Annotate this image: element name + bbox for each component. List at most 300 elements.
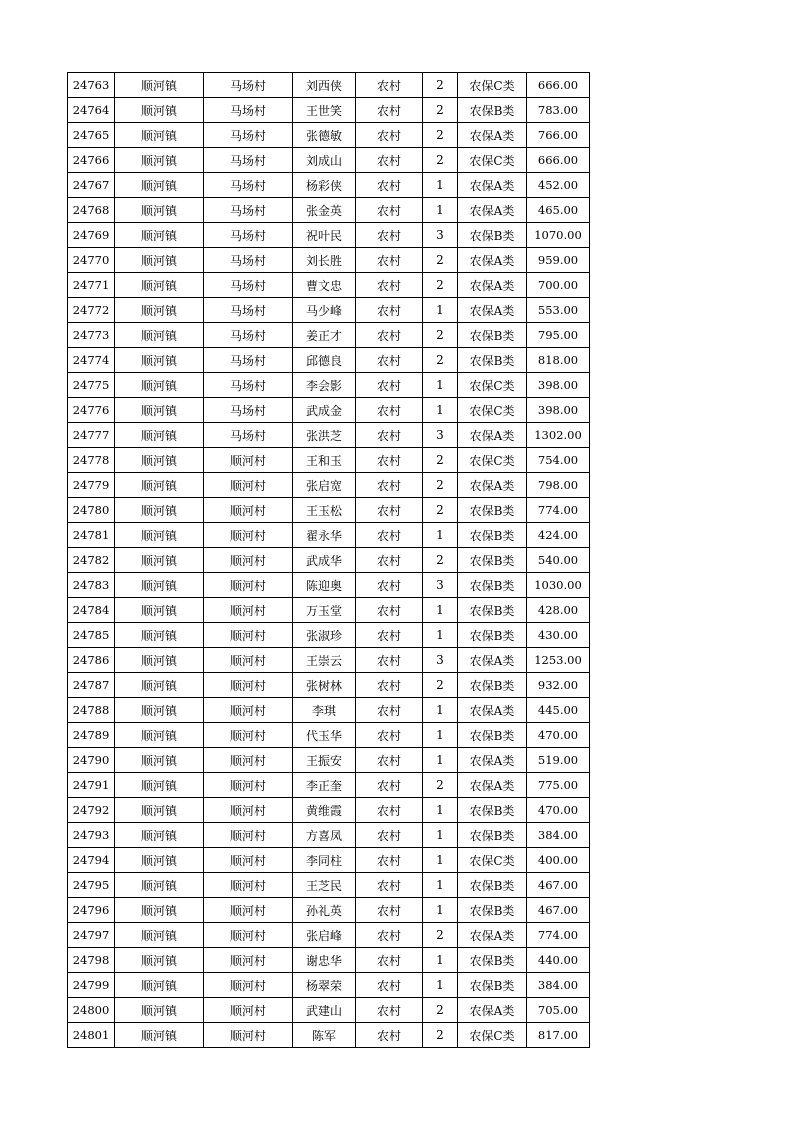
name-text: 刘成山 xyxy=(305,153,342,168)
town-cell xyxy=(115,423,204,448)
table-row xyxy=(68,698,590,723)
table-row xyxy=(68,298,590,323)
person-count-cell xyxy=(423,323,458,348)
household-type-text: 农村 xyxy=(376,553,401,568)
amount-text: 452.00 xyxy=(537,178,579,192)
town-cell xyxy=(115,448,204,473)
amount-cell xyxy=(527,573,590,598)
village-text: 顺河村 xyxy=(229,503,266,518)
record-id-text: 24795 xyxy=(72,878,110,892)
person-count-cell xyxy=(423,598,458,623)
name-text: 李会影 xyxy=(305,378,342,393)
category-text: 农保B类 xyxy=(469,103,515,118)
town-text: 顺河镇 xyxy=(140,228,177,243)
category-cell xyxy=(458,898,527,923)
amount-cell xyxy=(527,948,590,973)
village-text: 马场村 xyxy=(229,78,266,93)
person-count-text: 1 xyxy=(436,903,444,917)
category-text: 农保B类 xyxy=(469,328,515,343)
village-cell xyxy=(204,998,293,1023)
record-id-text: 24789 xyxy=(72,728,110,742)
record-id-cell xyxy=(68,973,115,998)
town-cell xyxy=(115,673,204,698)
record-id-cell xyxy=(68,248,115,273)
record-id-text: 24777 xyxy=(72,428,110,442)
person-count-text: 3 xyxy=(436,578,444,592)
table-row xyxy=(68,923,590,948)
person-count-cell xyxy=(423,1023,458,1048)
village-text: 马场村 xyxy=(229,403,266,418)
category-text: 农保A类 xyxy=(469,128,515,143)
amount-cell xyxy=(527,498,590,523)
person-count-cell xyxy=(423,623,458,648)
household-type-text: 农村 xyxy=(376,678,401,693)
category-cell xyxy=(458,1023,527,1048)
name-cell xyxy=(293,98,356,123)
person-count-text: 1 xyxy=(436,978,444,992)
person-count-cell xyxy=(423,798,458,823)
person-count-text: 1 xyxy=(436,378,444,392)
amount-text: 553.00 xyxy=(537,303,579,317)
household-type-text: 农村 xyxy=(376,978,401,993)
person-count-cell xyxy=(423,498,458,523)
village-cell xyxy=(204,98,293,123)
town-text: 顺河镇 xyxy=(140,703,177,718)
person-count-text: 1 xyxy=(436,728,444,742)
record-id-cell xyxy=(68,448,115,473)
amount-text: 818.00 xyxy=(537,353,579,367)
category-text: 农保B类 xyxy=(469,578,515,593)
name-text: 翟永华 xyxy=(305,528,342,543)
household-type-text: 农村 xyxy=(376,828,401,843)
record-id-cell xyxy=(68,1023,115,1048)
amount-text: 774.00 xyxy=(537,928,579,942)
table-row xyxy=(68,398,590,423)
record-id-cell xyxy=(68,698,115,723)
category-cell xyxy=(458,873,527,898)
household-type-cell xyxy=(356,948,423,973)
amount-text: 384.00 xyxy=(537,828,579,842)
record-id-text: 24796 xyxy=(72,903,110,917)
person-count-cell xyxy=(423,773,458,798)
household-type-cell xyxy=(356,223,423,248)
category-cell xyxy=(458,698,527,723)
town-cell xyxy=(115,323,204,348)
name-cell xyxy=(293,348,356,373)
name-cell xyxy=(293,473,356,498)
household-type-cell xyxy=(356,798,423,823)
amount-cell xyxy=(527,298,590,323)
household-type-text: 农村 xyxy=(376,303,401,318)
town-cell xyxy=(115,373,204,398)
category-text: 农保A类 xyxy=(469,478,515,493)
person-count-text: 1 xyxy=(436,403,444,417)
record-id-cell xyxy=(68,348,115,373)
name-cell xyxy=(293,198,356,223)
table-row xyxy=(68,848,590,873)
household-type-cell xyxy=(356,248,423,273)
name-cell xyxy=(293,548,356,573)
person-count-cell xyxy=(423,73,458,98)
village-text: 马场村 xyxy=(229,428,266,443)
household-type-cell xyxy=(356,998,423,1023)
name-text: 祝叶民 xyxy=(305,228,342,243)
name-cell xyxy=(293,298,356,323)
name-cell xyxy=(293,798,356,823)
name-cell xyxy=(293,498,356,523)
name-cell xyxy=(293,223,356,248)
village-cell xyxy=(204,748,293,773)
household-type-cell xyxy=(356,523,423,548)
amount-cell xyxy=(527,273,590,298)
person-count-text: 1 xyxy=(436,828,444,842)
name-cell xyxy=(293,898,356,923)
record-id-text: 24773 xyxy=(72,328,110,342)
name-cell xyxy=(293,423,356,448)
name-cell xyxy=(293,823,356,848)
amount-cell xyxy=(527,448,590,473)
record-id-text: 24785 xyxy=(72,628,110,642)
record-id-text: 24779 xyxy=(72,478,110,492)
town-text: 顺河镇 xyxy=(140,403,177,418)
category-text: 农保C类 xyxy=(469,403,515,418)
village-cell xyxy=(204,923,293,948)
town-text: 顺河镇 xyxy=(140,903,177,918)
household-type-text: 农村 xyxy=(376,78,401,93)
record-id-cell xyxy=(68,173,115,198)
table-row xyxy=(68,648,590,673)
record-id-cell xyxy=(68,598,115,623)
household-type-text: 农村 xyxy=(376,478,401,493)
name-cell xyxy=(293,273,356,298)
name-cell xyxy=(293,748,356,773)
record-id-text: 24787 xyxy=(72,678,110,692)
person-count-text: 2 xyxy=(436,78,444,92)
category-cell xyxy=(458,198,527,223)
record-id-text: 24768 xyxy=(72,203,110,217)
person-count-text: 2 xyxy=(436,553,444,567)
category-text: 农保A类 xyxy=(469,928,515,943)
person-count-text: 1 xyxy=(436,603,444,617)
amount-cell xyxy=(527,973,590,998)
household-type-cell xyxy=(356,748,423,773)
person-count-text: 2 xyxy=(436,928,444,942)
amount-cell xyxy=(527,248,590,273)
name-cell xyxy=(293,1023,356,1048)
household-type-cell xyxy=(356,823,423,848)
name-text: 李正奎 xyxy=(305,778,342,793)
town-cell xyxy=(115,873,204,898)
village-cell xyxy=(204,673,293,698)
household-type-text: 农村 xyxy=(376,953,401,968)
name-text: 张淑珍 xyxy=(305,628,342,643)
name-cell xyxy=(293,148,356,173)
name-text: 陈军 xyxy=(311,1028,336,1043)
town-text: 顺河镇 xyxy=(140,128,177,143)
amount-cell xyxy=(527,923,590,948)
amount-cell xyxy=(527,623,590,648)
person-count-cell xyxy=(423,823,458,848)
record-id-text: 24770 xyxy=(72,253,110,267)
amount-cell xyxy=(527,873,590,898)
village-cell xyxy=(204,123,293,148)
household-type-cell xyxy=(356,548,423,573)
amount-text: 795.00 xyxy=(537,328,579,342)
town-text: 顺河镇 xyxy=(140,953,177,968)
amount-text: 666.00 xyxy=(537,153,579,167)
town-cell xyxy=(115,623,204,648)
category-cell xyxy=(458,273,527,298)
household-type-text: 农村 xyxy=(376,928,401,943)
category-text: 农保B类 xyxy=(469,878,515,893)
amount-cell xyxy=(527,73,590,98)
amount-cell xyxy=(527,373,590,398)
town-cell xyxy=(115,223,204,248)
town-text: 顺河镇 xyxy=(140,1028,177,1043)
category-cell xyxy=(458,598,527,623)
village-text: 马场村 xyxy=(229,253,266,268)
amount-cell xyxy=(527,173,590,198)
amount-cell xyxy=(527,723,590,748)
name-text: 张金英 xyxy=(305,203,342,218)
household-type-cell xyxy=(356,198,423,223)
person-count-text: 2 xyxy=(436,103,444,117)
village-cell xyxy=(204,223,293,248)
category-cell xyxy=(458,473,527,498)
category-text: 农保B类 xyxy=(469,978,515,993)
person-count-cell xyxy=(423,448,458,473)
town-cell xyxy=(115,123,204,148)
household-type-cell xyxy=(356,673,423,698)
village-cell xyxy=(204,723,293,748)
town-text: 顺河镇 xyxy=(140,578,177,593)
person-count-cell xyxy=(423,698,458,723)
amount-text: 384.00 xyxy=(537,978,579,992)
person-count-text: 1 xyxy=(436,178,444,192)
person-count-text: 2 xyxy=(436,253,444,267)
category-cell xyxy=(458,348,527,373)
village-cell xyxy=(204,823,293,848)
village-text: 顺河村 xyxy=(229,578,266,593)
town-cell xyxy=(115,148,204,173)
amount-cell xyxy=(527,848,590,873)
name-cell xyxy=(293,398,356,423)
name-text: 马少峰 xyxy=(305,303,342,318)
record-id-cell xyxy=(68,548,115,573)
name-text: 武成金 xyxy=(305,403,342,418)
town-cell xyxy=(115,473,204,498)
person-count-text: 2 xyxy=(436,278,444,292)
person-count-text: 1 xyxy=(436,803,444,817)
table-row xyxy=(68,173,590,198)
town-text: 顺河镇 xyxy=(140,378,177,393)
record-id-cell xyxy=(68,748,115,773)
household-type-text: 农村 xyxy=(376,153,401,168)
name-text: 张树林 xyxy=(305,678,342,693)
table-row xyxy=(68,898,590,923)
record-id-text: 24794 xyxy=(72,853,110,867)
category-cell xyxy=(458,673,527,698)
village-text: 马场村 xyxy=(229,278,266,293)
village-text: 马场村 xyxy=(229,153,266,168)
name-text: 谢忠华 xyxy=(305,953,342,968)
town-text: 顺河镇 xyxy=(140,153,177,168)
name-cell xyxy=(293,973,356,998)
amount-cell xyxy=(527,998,590,1023)
amount-cell xyxy=(527,548,590,573)
amount-text: 400.00 xyxy=(537,853,579,867)
village-text: 马场村 xyxy=(229,178,266,193)
category-text: 农保B类 xyxy=(469,553,515,568)
record-id-cell xyxy=(68,73,115,98)
name-text: 姜正才 xyxy=(305,328,342,343)
amount-text: 398.00 xyxy=(537,403,579,417)
name-cell xyxy=(293,623,356,648)
category-cell xyxy=(458,773,527,798)
town-text: 顺河镇 xyxy=(140,853,177,868)
person-count-text: 1 xyxy=(436,528,444,542)
category-text: 农保A类 xyxy=(469,1003,515,1018)
household-type-text: 农村 xyxy=(376,178,401,193)
amount-cell xyxy=(527,898,590,923)
town-cell xyxy=(115,898,204,923)
person-count-cell xyxy=(423,173,458,198)
table-row xyxy=(68,673,590,698)
village-text: 顺河村 xyxy=(229,603,266,618)
record-id-cell xyxy=(68,498,115,523)
household-type-cell xyxy=(356,373,423,398)
household-type-text: 农村 xyxy=(376,903,401,918)
record-id-text: 24790 xyxy=(72,753,110,767)
person-count-cell xyxy=(423,123,458,148)
table-row xyxy=(68,773,590,798)
table-row xyxy=(68,548,590,573)
name-text: 王振安 xyxy=(305,753,342,768)
amount-cell xyxy=(527,1023,590,1048)
town-cell xyxy=(115,798,204,823)
household-type-cell xyxy=(356,148,423,173)
household-type-cell xyxy=(356,73,423,98)
amount-text: 470.00 xyxy=(537,728,579,742)
town-text: 顺河镇 xyxy=(140,503,177,518)
household-type-cell xyxy=(356,773,423,798)
town-text: 顺河镇 xyxy=(140,1003,177,1018)
table-row xyxy=(68,473,590,498)
household-type-text: 农村 xyxy=(376,503,401,518)
village-cell xyxy=(204,873,293,898)
category-text: 农保B类 xyxy=(469,678,515,693)
town-cell xyxy=(115,98,204,123)
table-row xyxy=(68,498,590,523)
household-type-cell xyxy=(356,273,423,298)
record-id-text: 24784 xyxy=(72,603,110,617)
town-cell xyxy=(115,273,204,298)
town-text: 顺河镇 xyxy=(140,478,177,493)
record-id-text: 24766 xyxy=(72,153,110,167)
town-text: 顺河镇 xyxy=(140,628,177,643)
amount-text: 817.00 xyxy=(537,1028,579,1042)
town-text: 顺河镇 xyxy=(140,353,177,368)
village-text: 顺河村 xyxy=(229,778,266,793)
table-row xyxy=(68,873,590,898)
category-text: 农保A类 xyxy=(469,278,515,293)
person-count-cell xyxy=(423,548,458,573)
household-type-text: 农村 xyxy=(376,1003,401,1018)
record-id-cell xyxy=(68,148,115,173)
town-cell xyxy=(115,73,204,98)
record-id-cell xyxy=(68,198,115,223)
town-cell xyxy=(115,848,204,873)
name-text: 孙礼英 xyxy=(305,903,342,918)
record-id-text: 24771 xyxy=(72,278,110,292)
person-count-text: 2 xyxy=(436,1003,444,1017)
town-cell xyxy=(115,823,204,848)
record-id-text: 24775 xyxy=(72,378,110,392)
name-text: 杨翠荣 xyxy=(305,978,342,993)
category-cell xyxy=(458,173,527,198)
name-text: 武成华 xyxy=(305,553,342,568)
town-text: 顺河镇 xyxy=(140,278,177,293)
table-row xyxy=(68,198,590,223)
category-text: 农保B类 xyxy=(469,903,515,918)
person-count-cell xyxy=(423,273,458,298)
category-cell xyxy=(458,823,527,848)
category-cell xyxy=(458,998,527,1023)
category-cell xyxy=(458,548,527,573)
record-id-text: 24781 xyxy=(72,528,110,542)
record-id-text: 24798 xyxy=(72,953,110,967)
household-type-text: 农村 xyxy=(376,103,401,118)
person-count-cell xyxy=(423,523,458,548)
record-id-text: 24780 xyxy=(72,503,110,517)
village-text: 顺河村 xyxy=(229,478,266,493)
category-cell xyxy=(458,973,527,998)
table-row xyxy=(68,623,590,648)
record-id-cell xyxy=(68,123,115,148)
data-table xyxy=(67,72,590,1048)
table-row xyxy=(68,98,590,123)
amount-text: 754.00 xyxy=(537,453,579,467)
town-cell xyxy=(115,998,204,1023)
category-text: 农保B类 xyxy=(469,803,515,818)
amount-text: 775.00 xyxy=(537,778,579,792)
household-type-text: 农村 xyxy=(376,528,401,543)
category-text: 农保A类 xyxy=(469,253,515,268)
household-type-cell xyxy=(356,973,423,998)
household-type-cell xyxy=(356,598,423,623)
person-count-cell xyxy=(423,998,458,1023)
name-text: 万玉堂 xyxy=(305,603,342,618)
name-text: 杨彩侠 xyxy=(305,178,342,193)
amount-text: 440.00 xyxy=(537,953,579,967)
amount-cell xyxy=(527,348,590,373)
village-text: 顺河村 xyxy=(229,803,266,818)
village-cell xyxy=(204,198,293,223)
category-text: 农保A类 xyxy=(469,303,515,318)
household-type-text: 农村 xyxy=(376,653,401,668)
town-cell xyxy=(115,398,204,423)
name-cell xyxy=(293,73,356,98)
amount-cell xyxy=(527,648,590,673)
name-cell xyxy=(293,523,356,548)
record-id-cell xyxy=(68,298,115,323)
village-text: 马场村 xyxy=(229,328,266,343)
category-cell xyxy=(458,223,527,248)
record-id-cell xyxy=(68,773,115,798)
table-row xyxy=(68,373,590,398)
record-id-cell xyxy=(68,923,115,948)
table-row xyxy=(68,973,590,998)
